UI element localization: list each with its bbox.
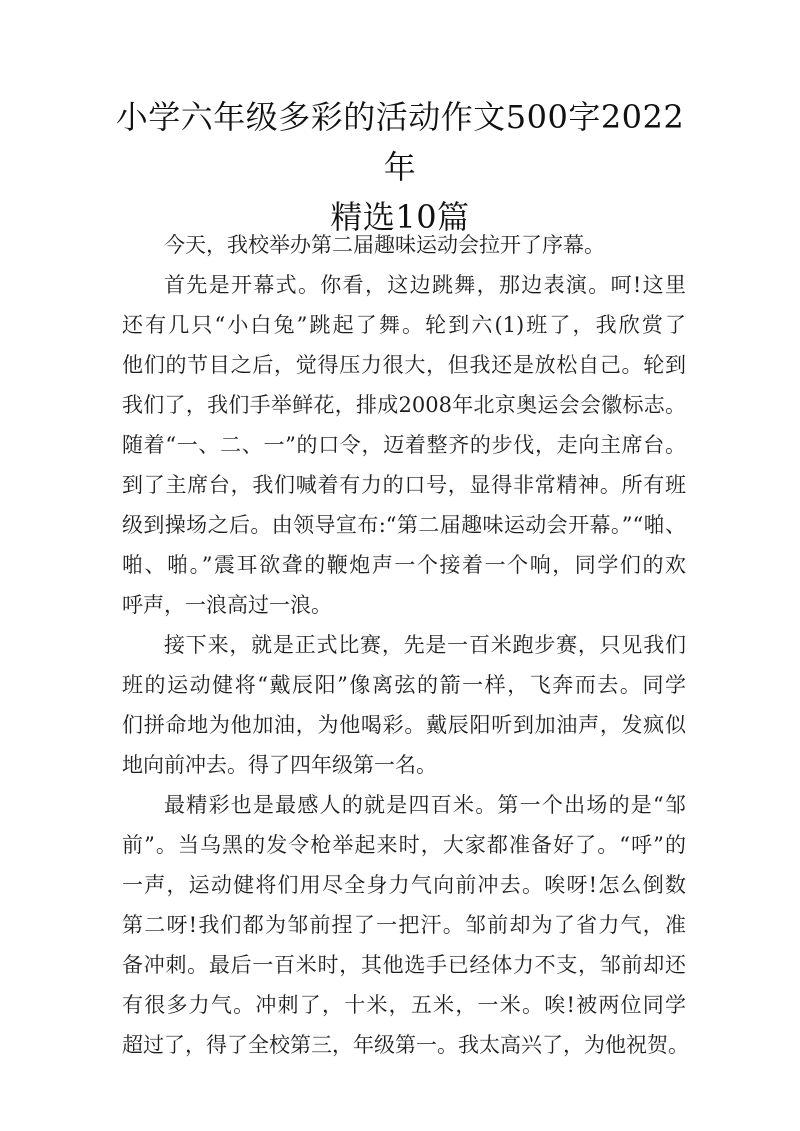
title-line: 小学六年级多彩的活动作文500字2022年	[115, 98, 685, 186]
document-title	[100, 92, 700, 242]
text-line: 前”。当乌黑的发令枪举起来时，大家都准备好了。“呼”的	[122, 833, 686, 857]
document-body	[122, 225, 689, 1065]
paragraph	[122, 265, 686, 625]
text-line: 地向前冲去。得了四年级第一名。	[122, 753, 437, 777]
text-line: 今天，我校举办第二届趣味运动会拉开了序幕。	[164, 233, 605, 257]
text-line: 还有几只“小白兔”跳起了舞。轮到六(1)班了，我欣赏了	[122, 313, 686, 337]
text-line: 呼声，一浪高过一浪。	[122, 593, 332, 617]
text-line: 班的运动健将“戴辰阳”像离弦的箭一样，飞奔而去。同学	[122, 673, 686, 697]
text-line: 们拼命地为他加油，为他喝彩。戴辰阳听到加油声，发疯似	[122, 713, 686, 737]
text-line: 啪、啪。”震耳欲聋的鞭炮声一个接着一个响，同学们的欢	[122, 553, 686, 577]
text-line: 到了主席台，我们喊着有力的口号，显得非常精神。所有班	[122, 473, 686, 497]
text-line: 级到操场之后。由领导宣布:“第二届趣味运动会开幕。”“啪、	[122, 513, 686, 537]
text-line: 一声，运动健将们用尽全身力气向前冲去。唉呀!怎么倒数	[122, 873, 686, 897]
text-line: 备冲刺。最后一百米时，其他选手已经体力不支，邹前却还	[122, 953, 686, 977]
text-line: 最精彩也是最感人的就是四百米。第一个出场的是“邹	[164, 793, 686, 817]
paragraph	[122, 225, 686, 265]
text-line: 首先是开幕式。你看，这边跳舞，那边表演。呵!这里	[164, 273, 686, 297]
text-line: 随着“一、二、一”的口令，迈着整齐的步伐，走向主席台。	[122, 433, 686, 457]
paragraph	[122, 625, 686, 785]
text-line: 他们的节目之后，觉得压力很大，但我还是放松自己。轮到	[122, 353, 686, 377]
paragraph	[122, 785, 689, 1065]
text-line: 接下来，就是正式比赛，先是一百米跑步赛，只见我们	[164, 633, 686, 657]
text-line: 我们了，我们手举鲜花，排成2008年北京奥运会会徽标志。	[122, 393, 686, 417]
title-line: 精选10篇	[330, 198, 470, 236]
text-line: 有很多力气。冲刺了，十米，五米，一米。唉!被两位同学	[122, 993, 686, 1017]
text-line: 第二呀!我们都为邹前捏了一把汗。邹前却为了省力气，准	[122, 913, 686, 937]
text-line: 超过了，得了全校第三，年级第一。我太高兴了，为他祝贺。	[122, 1033, 689, 1057]
